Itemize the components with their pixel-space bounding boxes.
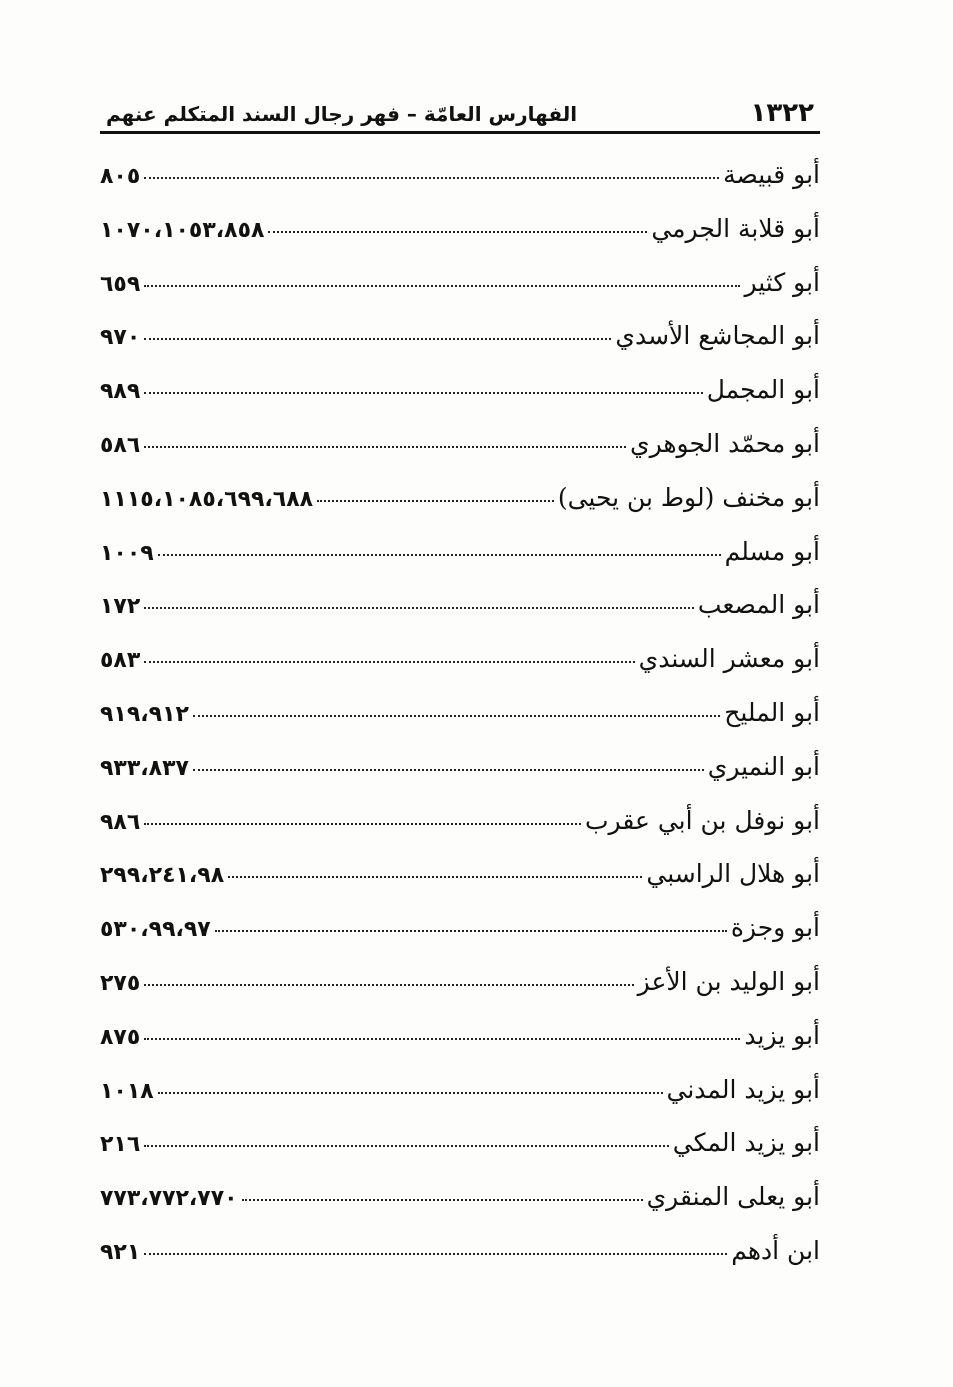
index-entry bbox=[100, 429, 820, 483]
dot-leader bbox=[268, 231, 647, 233]
entry-pages: ١١١٥،١٠٨٥،٦٩٩،٦٨٨ bbox=[100, 486, 314, 512]
entry-pages: ٩٢١ bbox=[100, 1239, 141, 1265]
dot-leader bbox=[144, 984, 633, 986]
entry-pages: ١٠٧٠،١٠٥٣،٨٥٨ bbox=[100, 217, 265, 243]
index-entry bbox=[100, 160, 820, 214]
entry-pages: ٥٨٣ bbox=[100, 648, 141, 674]
entry-name: أبو محمّد الجوهري bbox=[630, 428, 820, 458]
index-entry bbox=[100, 590, 820, 644]
entry-pages: ٩٧٠ bbox=[100, 325, 141, 351]
dot-leader bbox=[228, 876, 642, 878]
entry-name: أبو كثير bbox=[744, 267, 820, 297]
index-entry bbox=[100, 214, 820, 268]
index-entry bbox=[100, 806, 820, 860]
entry-name: أبو يزيد المدني bbox=[666, 1074, 820, 1104]
index-entry bbox=[100, 1128, 820, 1182]
index-entry bbox=[100, 375, 820, 429]
entry-pages: ١٧٢ bbox=[100, 594, 141, 620]
entry-name: أبو يزيد المكي bbox=[672, 1128, 820, 1158]
dot-leader bbox=[144, 1145, 668, 1147]
entry-name: أبو يزيد bbox=[744, 1020, 820, 1050]
index-entry bbox=[100, 859, 820, 913]
entry-pages: ٩٣٣،٨٣٧ bbox=[100, 755, 189, 781]
entry-name: أبو مخنف (لوط بن يحيى) bbox=[557, 482, 820, 512]
dot-leader bbox=[193, 715, 720, 717]
dot-leader bbox=[144, 1253, 727, 1255]
entry-pages: ٩٨٦ bbox=[100, 809, 141, 835]
dot-leader bbox=[144, 446, 626, 448]
entry-pages: ٢٧٥ bbox=[100, 970, 141, 996]
dot-leader bbox=[144, 661, 634, 663]
entry-pages: ٨٧٥ bbox=[100, 1024, 141, 1050]
dot-leader bbox=[242, 1199, 643, 1201]
dot-leader bbox=[193, 769, 704, 771]
index-entry bbox=[100, 268, 820, 322]
entry-name: أبو نوفل بن أبي عقرب bbox=[585, 805, 820, 835]
entry-name: ابن أدهم bbox=[731, 1235, 820, 1265]
entry-name: أبو المجاشع الأسدي bbox=[615, 321, 820, 351]
header-rule bbox=[100, 131, 820, 134]
entry-pages: ٨٠٥ bbox=[100, 164, 141, 189]
index-entry bbox=[100, 321, 820, 375]
index-entry bbox=[100, 537, 820, 591]
entry-pages: ٢٩٩،٢٤١،٩٨ bbox=[100, 863, 225, 889]
page-number: ١٣٢٢ bbox=[750, 98, 814, 128]
index-entry bbox=[100, 752, 820, 806]
index-entry bbox=[100, 1021, 820, 1075]
entry-name: أبو قبيصة bbox=[723, 160, 820, 189]
entry-pages: ١٠١٨ bbox=[100, 1078, 154, 1104]
entry-name: أبو مسلم bbox=[724, 536, 820, 566]
entry-pages: ٢١٦ bbox=[100, 1132, 141, 1158]
entry-name: أبو قلابة الجرمي bbox=[651, 213, 820, 243]
index-entry bbox=[100, 483, 820, 537]
entry-pages: ٥٨٦ bbox=[100, 432, 141, 458]
entry-name: أبو المليح bbox=[724, 697, 820, 727]
dot-leader bbox=[144, 177, 719, 179]
dot-leader bbox=[144, 392, 702, 394]
dot-leader bbox=[144, 338, 611, 340]
index-entry bbox=[100, 1182, 820, 1236]
entry-name: أبو المجمل bbox=[706, 375, 820, 405]
dot-leader bbox=[144, 823, 581, 825]
entry-pages: ٥٣٠،٩٩،٩٧ bbox=[100, 917, 211, 943]
index-entry bbox=[100, 644, 820, 698]
dot-leader bbox=[317, 500, 554, 502]
entry-pages: ٩١٩،٩١٢ bbox=[100, 701, 189, 727]
entry-name: أبو هلال الراسبي bbox=[646, 859, 820, 889]
index-entry bbox=[100, 967, 820, 1021]
dot-leader bbox=[144, 1038, 740, 1040]
page-header bbox=[100, 96, 820, 132]
entry-name: أبو يعلى المنقري bbox=[646, 1182, 820, 1212]
index-entry bbox=[100, 1236, 820, 1290]
index-entry bbox=[100, 913, 820, 967]
entry-pages: ٩٨٩ bbox=[100, 379, 141, 405]
dot-leader bbox=[158, 554, 721, 556]
entry-pages: ٦٥٩ bbox=[100, 271, 141, 297]
index-entry bbox=[100, 698, 820, 752]
running-title: الفهارس العامّة – فهر رجال السند المتكلم عنهم bbox=[106, 102, 578, 126]
entry-pages: ١٠٠٩ bbox=[100, 540, 154, 566]
dot-leader bbox=[215, 930, 727, 932]
index-entry bbox=[100, 1075, 820, 1129]
dot-leader bbox=[144, 607, 694, 609]
index-list bbox=[100, 160, 820, 1290]
entry-name: أبو الوليد بن الأعز bbox=[637, 966, 820, 996]
entry-name: أبو النميري bbox=[707, 751, 820, 781]
dot-leader bbox=[144, 285, 740, 287]
entry-name: أبو وجزة bbox=[730, 913, 820, 943]
entry-name: أبو المصعب bbox=[697, 590, 820, 620]
entry-name: أبو معشر السندي bbox=[638, 644, 820, 674]
entry-pages: ٧٧٣،٧٧٢،٧٧٠ bbox=[100, 1186, 238, 1212]
dot-leader bbox=[158, 1092, 663, 1094]
